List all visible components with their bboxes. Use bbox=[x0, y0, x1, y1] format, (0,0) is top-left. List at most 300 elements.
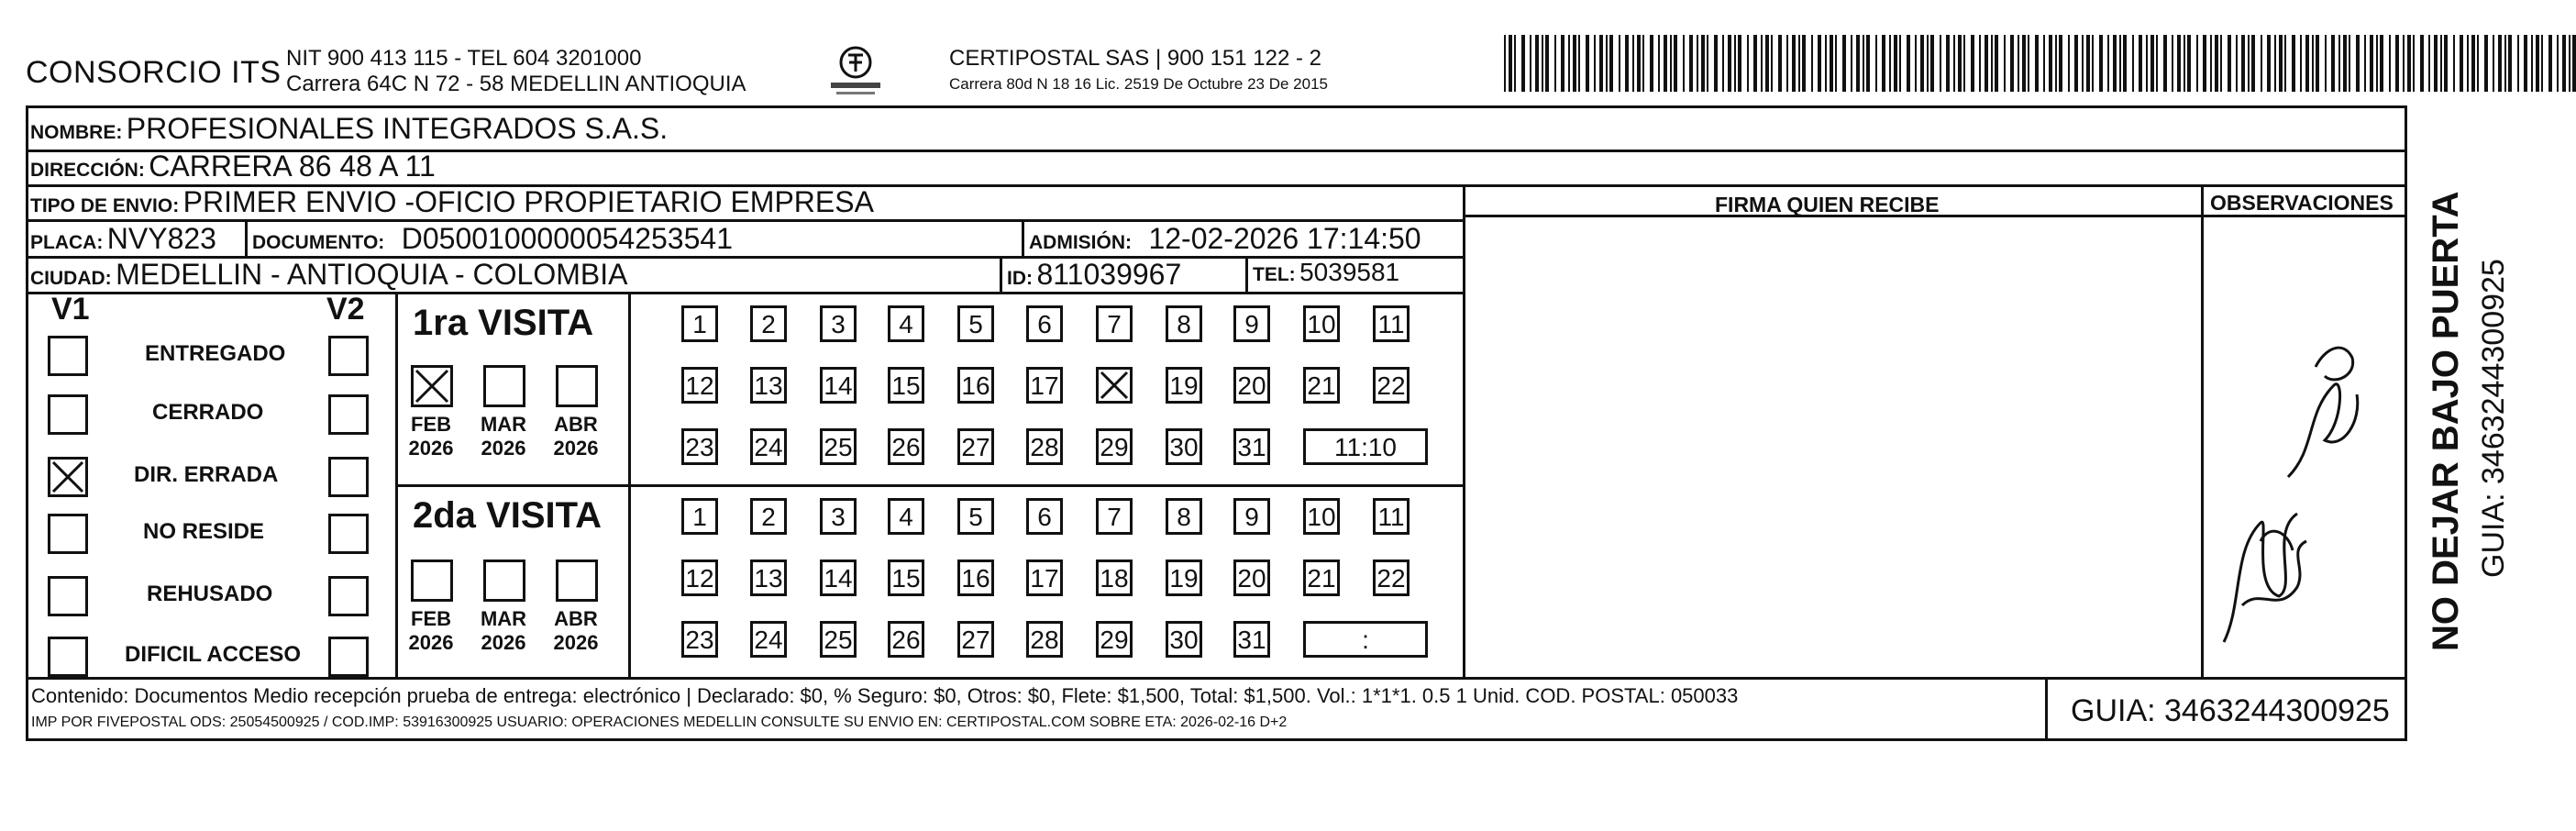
barcode-bar bbox=[2403, 35, 2405, 92]
direccion-value: CARRERA 86 48 A 11 bbox=[149, 150, 436, 183]
day-box[interactable]: 5 bbox=[957, 498, 994, 535]
day-box[interactable]: 12 bbox=[681, 367, 718, 404]
divider bbox=[245, 222, 248, 256]
day-box[interactable]: 31 bbox=[1233, 428, 1270, 465]
month-checkbox[interactable] bbox=[411, 560, 453, 602]
barcode-bar bbox=[1625, 35, 1629, 92]
day-box[interactable]: 24 bbox=[750, 621, 787, 658]
barcode-bar bbox=[2156, 35, 2158, 92]
barcode-bar bbox=[2113, 35, 2117, 92]
barcode-bar bbox=[2504, 35, 2506, 92]
barcode-bar bbox=[1889, 35, 1891, 92]
ciudad-value: MEDELLIN - ANTIOQUIA - COLOMBIA bbox=[116, 258, 628, 291]
barcode-bar bbox=[2215, 35, 2218, 92]
barcode-bar bbox=[1521, 35, 1525, 92]
barcode-bar bbox=[2557, 35, 2559, 92]
barcode-bar bbox=[1586, 35, 1589, 92]
barcode-bar bbox=[2316, 35, 2319, 92]
barcode-bar bbox=[1664, 35, 1667, 92]
barcode-bar bbox=[2196, 35, 2198, 92]
day-box[interactable]: 4 bbox=[888, 305, 924, 342]
status-option-label: NO RESIDE bbox=[143, 519, 265, 544]
barcode-bar bbox=[1882, 35, 1885, 92]
barcode-bar bbox=[1778, 35, 1782, 92]
barcode-bar bbox=[2220, 35, 2222, 92]
barcode-bar bbox=[2305, 35, 2309, 92]
barcode-bar bbox=[1728, 35, 1731, 92]
divider bbox=[26, 292, 1465, 294]
day-box[interactable]: 24 bbox=[750, 428, 787, 465]
barcode-bar bbox=[1930, 35, 1934, 92]
day-box[interactable]: 20 bbox=[1233, 367, 1270, 404]
barcode-bar bbox=[2228, 35, 2231, 92]
barcode-bar bbox=[2517, 35, 2519, 92]
barcode-bar bbox=[2074, 35, 2078, 92]
day-box[interactable]: 3 bbox=[820, 498, 857, 535]
barcode-bar bbox=[1915, 35, 1917, 92]
barcode-bar bbox=[1761, 35, 1763, 92]
day-box[interactable]: 22 bbox=[1373, 560, 1410, 596]
barcode-bar bbox=[1798, 35, 1800, 92]
barcode-bar bbox=[1738, 35, 1741, 92]
day-box[interactable]: 15 bbox=[888, 560, 924, 596]
barcode-bar bbox=[1971, 35, 1974, 92]
barcode-bar bbox=[2444, 35, 2448, 92]
day-box[interactable]: 12 bbox=[681, 560, 718, 596]
barcode-bar bbox=[1835, 35, 1837, 92]
barcode-bar bbox=[2493, 35, 2494, 92]
barcode-bar bbox=[2562, 35, 2566, 92]
month-checkbox[interactable] bbox=[483, 365, 525, 407]
day-box[interactable]: 4 bbox=[888, 498, 924, 535]
barcode-bar bbox=[1734, 35, 1736, 92]
barcode-bar bbox=[2150, 35, 2154, 92]
barcode-bar bbox=[1875, 35, 1877, 92]
tipo-envio-label: TIPO DE ENVIO: bbox=[30, 195, 180, 216]
documento-label: DOCUMENTO: bbox=[252, 232, 385, 253]
barcode-bar bbox=[2251, 35, 2255, 92]
day-box[interactable]: 25 bbox=[820, 428, 857, 465]
barcode-bar bbox=[1818, 35, 1821, 92]
barcode-bar bbox=[1599, 35, 1603, 92]
barcode-bar bbox=[2055, 35, 2057, 92]
barcode-bar bbox=[2434, 35, 2438, 92]
barcode-bar bbox=[2099, 35, 2103, 92]
barcode-bar bbox=[2508, 35, 2512, 92]
barcode-bar bbox=[2413, 35, 2415, 92]
day-box[interactable]: 30 bbox=[1166, 621, 1202, 658]
admision-field bbox=[1029, 222, 1421, 256]
barcode-bar bbox=[1619, 35, 1620, 92]
day-box[interactable]: 25 bbox=[820, 621, 857, 658]
barcode-bar bbox=[1927, 35, 1929, 92]
tel-field bbox=[1253, 258, 1399, 287]
guia-number: GUIA: 3463244300925 bbox=[2071, 693, 2390, 728]
barcode-bar bbox=[1920, 35, 1924, 92]
v1-checkbox[interactable] bbox=[48, 336, 88, 376]
placa-field bbox=[30, 222, 216, 256]
day-box[interactable]: 26 bbox=[888, 428, 924, 465]
barcode-bar bbox=[1594, 35, 1596, 92]
barcode-bar bbox=[2338, 35, 2340, 92]
company-nit-line: NIT 900 413 115 - TEL 604 3201000 bbox=[286, 46, 642, 71]
day-box[interactable]: 16 bbox=[957, 367, 994, 404]
barcode-bar bbox=[2146, 35, 2148, 92]
barcode-bar bbox=[2284, 35, 2286, 92]
barcode-bar bbox=[1561, 35, 1564, 92]
barcode-bar bbox=[2028, 35, 2029, 92]
barcode-bar bbox=[1683, 35, 1685, 92]
divider bbox=[1463, 184, 1465, 680]
barcode-bar bbox=[1907, 35, 1910, 92]
barcode-bar bbox=[1578, 35, 1580, 92]
barcode-bar bbox=[1856, 35, 1860, 92]
barcode bbox=[1504, 35, 2576, 92]
time-box[interactable]: : bbox=[1303, 621, 1428, 658]
ciudad-field bbox=[30, 258, 627, 292]
barcode-bar bbox=[2187, 35, 2191, 92]
barcode-bar bbox=[2004, 35, 2006, 92]
barcode-bar bbox=[1642, 35, 1644, 92]
v2-checkbox[interactable] bbox=[328, 457, 369, 497]
barcode-bar bbox=[1786, 35, 1788, 92]
id-label: ID: bbox=[1007, 268, 1033, 289]
divider bbox=[1000, 259, 1002, 292]
day-box[interactable]: 23 bbox=[681, 428, 718, 465]
v2-checkbox[interactable] bbox=[328, 336, 369, 376]
barcode-bar bbox=[2035, 35, 2039, 92]
barcode-bar bbox=[1606, 35, 1608, 92]
barcode-bar bbox=[2059, 35, 2062, 92]
barcode-bar bbox=[2477, 35, 2479, 92]
day-box[interactable]: 2 bbox=[750, 305, 787, 342]
v2-checkbox[interactable] bbox=[328, 394, 369, 435]
barcode-bar bbox=[2471, 35, 2475, 92]
id-value: 811039967 bbox=[1036, 258, 1182, 291]
v1-checkbox[interactable] bbox=[48, 457, 88, 497]
month-label: MAR 2026 bbox=[480, 413, 527, 460]
day-box[interactable]: 27 bbox=[957, 621, 994, 658]
barcode-bar bbox=[2407, 35, 2411, 92]
day-box[interactable]: 29 bbox=[1096, 428, 1133, 465]
tipo-envio-value: PRIMER ENVIO -OFICIO PROPIETARIO EMPRESA bbox=[182, 185, 874, 218]
barcode-bar bbox=[2248, 35, 2250, 92]
day-box[interactable]: 31 bbox=[1233, 621, 1270, 658]
day-box[interactable]: 16 bbox=[957, 560, 994, 596]
barcode-bar bbox=[1979, 35, 1981, 92]
barcode-bar bbox=[1674, 35, 1677, 92]
day-box[interactable]: 17 bbox=[1026, 367, 1063, 404]
barcode-bar bbox=[1530, 35, 1531, 92]
barcode-bar bbox=[1995, 35, 1998, 92]
barcode-bar bbox=[2292, 35, 2295, 92]
observaciones-header: OBSERVACIONES bbox=[2210, 191, 2394, 215]
barcode-bar bbox=[1701, 35, 1705, 92]
divider bbox=[1022, 222, 1024, 256]
barcode-bar bbox=[2428, 35, 2430, 92]
month-checkbox[interactable] bbox=[556, 365, 598, 407]
barcode-bar bbox=[2349, 35, 2350, 92]
barcode-bar bbox=[1894, 35, 1897, 92]
barcode-bar bbox=[1542, 35, 1543, 92]
barcode-bar bbox=[2082, 35, 2084, 92]
barcode-bar bbox=[2440, 35, 2442, 92]
barcode-bar bbox=[2172, 35, 2173, 92]
barcode-bar bbox=[2569, 35, 2570, 92]
barcode-bar bbox=[2267, 35, 2271, 92]
tel-label: TEL: bbox=[1253, 264, 1296, 285]
barcode-bar bbox=[2022, 35, 2026, 92]
status-option-label: DIR. ERRADA bbox=[134, 462, 279, 487]
day-box[interactable]: 30 bbox=[1166, 428, 1202, 465]
day-box[interactable]: 7 bbox=[1096, 305, 1133, 342]
month-label: MAR 2026 bbox=[480, 607, 527, 654]
day-box[interactable]: 11 bbox=[1373, 305, 1410, 342]
barcode-bar bbox=[1825, 35, 1827, 92]
barcode-bar bbox=[1689, 35, 1693, 92]
barcode-bar bbox=[2279, 35, 2283, 92]
barcode-bar bbox=[1573, 35, 1576, 92]
firma-header: FIRMA QUIEN RECIBE bbox=[1715, 193, 1940, 216]
day-box[interactable]: 21 bbox=[1303, 367, 1340, 404]
day-box[interactable]: 2 bbox=[750, 498, 787, 535]
handwritten-signature bbox=[2206, 312, 2380, 660]
barcode-bar bbox=[1714, 35, 1718, 92]
day-box[interactable]: 15 bbox=[888, 367, 924, 404]
nombre-row bbox=[30, 112, 668, 146]
barcode-bar bbox=[2531, 35, 2533, 92]
barcode-bar bbox=[1991, 35, 1993, 92]
barcode-bar bbox=[2331, 35, 2335, 92]
day-box[interactable]: 5 bbox=[957, 305, 994, 342]
barcode-bar bbox=[2484, 35, 2488, 92]
barcode-bar bbox=[2107, 35, 2109, 92]
month-label: FEB 2026 bbox=[408, 607, 454, 654]
day-box[interactable]: 3 bbox=[820, 305, 857, 342]
barcode-bar bbox=[2163, 35, 2167, 92]
barcode-bar bbox=[2261, 35, 2262, 92]
day-box[interactable]: 28 bbox=[1026, 428, 1063, 465]
day-box[interactable]: 6 bbox=[1026, 498, 1063, 535]
day-box[interactable]: 21 bbox=[1303, 560, 1340, 596]
barcode-bar bbox=[2498, 35, 2502, 92]
day-box[interactable]: 26 bbox=[888, 621, 924, 658]
barcode-bar bbox=[2541, 35, 2543, 92]
barcode-bar bbox=[1811, 35, 1813, 92]
divider bbox=[26, 677, 2407, 680]
v2-checkbox[interactable] bbox=[328, 637, 369, 677]
day-box[interactable]: 11 bbox=[1373, 498, 1410, 535]
visit2-title: 2da VISITA bbox=[413, 495, 602, 536]
barcode-bar bbox=[2010, 35, 2014, 92]
v2-checkbox[interactable] bbox=[328, 576, 369, 616]
month-checkbox[interactable] bbox=[411, 365, 453, 407]
barcode-bar bbox=[2068, 35, 2070, 92]
barcode-bar bbox=[1535, 35, 1539, 92]
id-field bbox=[1007, 258, 1181, 292]
day-box[interactable]: 13 bbox=[750, 560, 787, 596]
barcode-bar bbox=[2460, 35, 2463, 92]
barcode-bar bbox=[2467, 35, 2469, 92]
day-box[interactable]: 29 bbox=[1096, 621, 1133, 658]
v1-checkbox[interactable] bbox=[48, 394, 88, 435]
barcode-bar bbox=[1802, 35, 1806, 92]
day-box[interactable]: 8 bbox=[1166, 305, 1202, 342]
footer-imp: IMP POR FIVEPOSTAL ODS: 25054500925 / COD.IMP: 53916300925 USUARIO: OPERACIONES MEDELLIN CONSULTE SU ENVIO EN: CERTIPOSTAL.COM SOBRE ETA: 2026-02-16 D+2 bbox=[31, 715, 1288, 730]
barcode-bar bbox=[2241, 35, 2245, 92]
barcode-bar bbox=[2236, 35, 2238, 92]
side-warning: NO DEJAR BAJO PUERTA bbox=[2426, 191, 2466, 651]
barcode-bar bbox=[1514, 35, 1516, 92]
day-box[interactable]: 7 bbox=[1096, 498, 1133, 535]
barcode-bar bbox=[2043, 35, 2045, 92]
company-info bbox=[286, 46, 746, 97]
day-box[interactable]: 14 bbox=[820, 367, 857, 404]
admision-value: 12-02-2026 17:14:50 bbox=[1148, 222, 1421, 255]
day-box[interactable]: 8 bbox=[1166, 498, 1202, 535]
divider bbox=[395, 484, 1465, 487]
admision-label: ADMISIÓN: bbox=[1029, 232, 1132, 253]
time-box[interactable]: 11:10 bbox=[1303, 428, 1428, 465]
day-box[interactable]: 28 bbox=[1026, 621, 1063, 658]
divider bbox=[2201, 184, 2204, 680]
certipostal-logo-icon bbox=[824, 42, 888, 101]
barcode-bar bbox=[1697, 35, 1698, 92]
day-box[interactable]: 20 bbox=[1233, 560, 1270, 596]
day-box[interactable]: 27 bbox=[957, 428, 994, 465]
direccion-row bbox=[30, 150, 436, 183]
barcode-bar bbox=[2274, 35, 2276, 92]
day-box[interactable]: 10 bbox=[1303, 498, 1340, 535]
barcode-bar bbox=[1609, 35, 1613, 92]
barcode-bar bbox=[2343, 35, 2347, 92]
certipostal-license-line: Carrera 80d N 18 16 Lic. 2519 De Octubre 23 De 2015 bbox=[949, 75, 1328, 93]
barcode-bar bbox=[1940, 35, 1941, 92]
day-box[interactable]: 9 bbox=[1233, 498, 1270, 535]
barcode-bar bbox=[1509, 35, 1512, 92]
v2-checkbox[interactable] bbox=[328, 514, 369, 554]
barcode-bar bbox=[1985, 35, 1988, 92]
certipostal-info bbox=[949, 46, 1328, 97]
month-checkbox[interactable] bbox=[556, 560, 598, 602]
barcode-bar bbox=[2119, 35, 2121, 92]
day-box[interactable]: 9 bbox=[1233, 305, 1270, 342]
v1-checkbox[interactable] bbox=[48, 514, 88, 554]
direccion-label: DIRECCIÓN: bbox=[30, 160, 145, 181]
barcode-bar bbox=[2123, 35, 2127, 92]
status-option-label: CERRADO bbox=[152, 400, 264, 425]
v2-header: V2 bbox=[326, 292, 365, 327]
status-option-label: REHUSADO bbox=[147, 582, 273, 606]
barcode-bar bbox=[1958, 35, 1962, 92]
barcode-bar bbox=[2139, 35, 2142, 92]
barcode-bar bbox=[1707, 35, 1708, 92]
barcode-bar bbox=[2325, 35, 2327, 92]
barcode-bar bbox=[2018, 35, 2019, 92]
barcode-bar bbox=[2049, 35, 2052, 92]
barcode-bar bbox=[2092, 35, 2094, 92]
tipo-envio-row bbox=[30, 185, 874, 219]
barcode-bar bbox=[2380, 35, 2383, 92]
barcode-bar bbox=[1863, 35, 1864, 92]
placa-value: NVY823 bbox=[106, 222, 216, 255]
barcode-bar bbox=[2203, 35, 2206, 92]
barcode-bar bbox=[2364, 35, 2366, 92]
divider bbox=[2045, 680, 2048, 738]
company-name: CONSORCIO ITS bbox=[26, 55, 282, 90]
barcode-bar bbox=[2184, 35, 2185, 92]
barcode-bar bbox=[1765, 35, 1769, 92]
side-guia: GUIA: 3463244300925 bbox=[2476, 259, 2511, 578]
barcode-bar bbox=[1545, 35, 1549, 92]
barcode-bar bbox=[1792, 35, 1796, 92]
barcode-bar bbox=[1658, 35, 1660, 92]
barcode-bar bbox=[1670, 35, 1672, 92]
barcode-bar bbox=[2420, 35, 2424, 92]
barcode-bar bbox=[1851, 35, 1852, 92]
barcode-bar bbox=[2453, 35, 2455, 92]
tel-value: 5039581 bbox=[1299, 258, 1400, 286]
day-box[interactable]: 19 bbox=[1166, 560, 1202, 596]
barcode-bar bbox=[2132, 35, 2134, 92]
footer-content: Contenido: Documentos Medio recepción prueba de entrega: electrónico | Declarado: $0, % Seguro: $0, Otros: $0, Flete: $1,500, Total: $1,500. Vol.: 1*1*1. 0.5 1 Unid. COD. POSTAL: 050033 bbox=[31, 684, 1739, 707]
day-box[interactable]: 17 bbox=[1026, 560, 1063, 596]
day-box[interactable]: 23 bbox=[681, 621, 718, 658]
barcode-bar bbox=[2086, 35, 2090, 92]
barcode-bar bbox=[2548, 35, 2552, 92]
barcode-bar bbox=[2572, 35, 2576, 92]
v1-checkbox[interactable] bbox=[48, 637, 88, 677]
day-box[interactable] bbox=[1096, 367, 1133, 404]
day-box[interactable]: 6 bbox=[1026, 305, 1063, 342]
barcode-bar bbox=[1953, 35, 1955, 92]
barcode-bar bbox=[2177, 35, 2181, 92]
day-box[interactable]: 13 bbox=[750, 367, 787, 404]
day-box[interactable]: 1 bbox=[681, 498, 718, 535]
month-label: FEB 2026 bbox=[408, 413, 454, 460]
barcode-bar bbox=[1830, 35, 1833, 92]
barcode-bar bbox=[2389, 35, 2391, 92]
day-box[interactable]: 14 bbox=[820, 560, 857, 596]
barcode-bar bbox=[2536, 35, 2539, 92]
month-label: ABR 2026 bbox=[553, 607, 599, 654]
barcode-bar bbox=[1747, 35, 1749, 92]
barcode-bar bbox=[1637, 35, 1641, 92]
barcode-bar bbox=[1722, 35, 1724, 92]
barcode-bar bbox=[2395, 35, 2399, 92]
day-box[interactable]: 22 bbox=[1373, 367, 1410, 404]
barcode-bar bbox=[2312, 35, 2314, 92]
divider bbox=[1245, 259, 1248, 292]
day-box[interactable]: 19 bbox=[1166, 367, 1202, 404]
barcode-bar bbox=[1771, 35, 1773, 92]
v1-header: V1 bbox=[51, 292, 90, 327]
barcode-bar bbox=[2300, 35, 2302, 92]
barcode-bar bbox=[1753, 35, 1757, 92]
v1-checkbox[interactable] bbox=[48, 576, 88, 616]
barcode-bar bbox=[1963, 35, 1965, 92]
nombre-value: PROFESIONALES INTEGRADOS S.A.S. bbox=[126, 112, 669, 145]
status-option-label: DIFICIL ACCESO bbox=[125, 642, 302, 667]
month-checkbox[interactable] bbox=[483, 560, 525, 602]
barcode-bar bbox=[1899, 35, 1901, 92]
day-box[interactable]: 18 bbox=[1096, 560, 1133, 596]
day-box[interactable]: 10 bbox=[1303, 305, 1340, 342]
day-box[interactable]: 1 bbox=[681, 305, 718, 342]
ciudad-label: CIUDAD: bbox=[30, 268, 112, 289]
barcode-bar bbox=[1650, 35, 1653, 92]
month-label: ABR 2026 bbox=[553, 413, 599, 460]
